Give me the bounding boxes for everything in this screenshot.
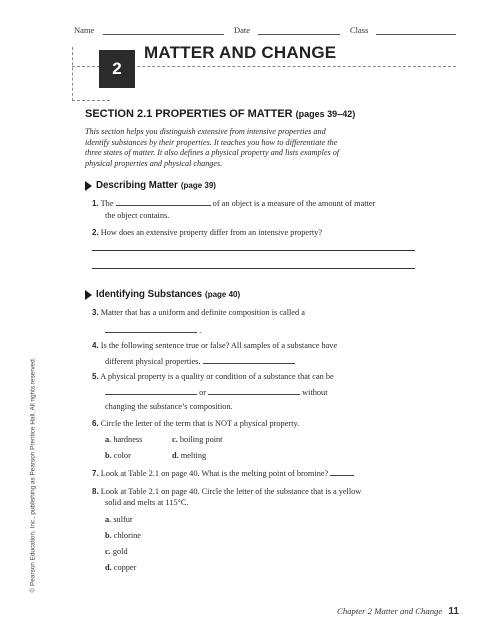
footer-text: Chapter 2 Matter and Change <box>337 606 443 616</box>
answer-blank[interactable] <box>105 324 197 333</box>
question-text: Look at Table 2.1 on page 40. What is the melting point of bromine? <box>100 469 329 478</box>
question-4 <box>92 341 337 352</box>
copyright-text: © Pearson Education, Inc., publishing as Pearson Prentice Hall. All rights reserved. <box>29 357 37 593</box>
subheading-text: Identifying Substances <box>96 289 203 300</box>
option-b[interactable] <box>105 451 131 462</box>
option-label: d. <box>172 451 179 460</box>
option-text: color <box>113 451 131 460</box>
answer-line[interactable] <box>92 268 415 269</box>
option-c[interactable] <box>172 435 222 446</box>
date-field[interactable] <box>258 34 340 35</box>
option-text: copper <box>113 563 137 572</box>
option-text: melting <box>180 451 207 460</box>
question-number: 5. <box>92 372 99 381</box>
question-number: 2. <box>92 228 99 237</box>
question-5-continued: changing the substance’s composition. <box>105 402 233 411</box>
question-text: The <box>100 199 114 208</box>
date-label: Date <box>234 25 251 35</box>
option-label: b. <box>105 531 112 540</box>
option-a[interactable] <box>105 435 142 446</box>
name-field[interactable] <box>103 34 224 35</box>
dashed-divider-short <box>72 100 110 101</box>
question-number: 4. <box>92 341 99 350</box>
question-4-continued <box>105 355 295 368</box>
question-number: 6. <box>92 419 99 428</box>
intro-line: identify substances by their properties. It teaches you how to differentiate the <box>85 137 338 147</box>
option-text: boiling point <box>179 435 223 444</box>
subheading-pages: (page 40) <box>205 290 241 299</box>
question-3-answer <box>105 324 201 337</box>
option-c[interactable] <box>105 547 128 558</box>
question-8 <box>92 487 361 498</box>
option-text: hardness <box>113 435 143 444</box>
option-label: c. <box>105 547 111 556</box>
question-text: How does an extensive property differ from an intensive property? <box>100 228 323 237</box>
option-text: gold <box>112 547 128 556</box>
option-label: d. <box>105 563 112 572</box>
intro-line: three states of matter. It also defines a physical property and lists examples of <box>85 148 340 158</box>
option-d[interactable] <box>105 563 136 574</box>
question-5-blanks <box>105 386 328 399</box>
question-number: 7. <box>92 469 99 478</box>
option-a[interactable] <box>105 515 133 526</box>
answer-blank[interactable] <box>203 355 295 364</box>
question-text: Matter that has a uniform and definite composition is called a <box>100 308 305 317</box>
triangle-bullet-icon <box>85 181 92 191</box>
option-text: sulfur <box>113 515 133 524</box>
question-7 <box>92 467 354 480</box>
option-d[interactable] <box>172 451 206 462</box>
question-text: A physical property is a quality or condition of a substance that can be <box>100 372 334 381</box>
question-1 <box>92 197 375 210</box>
answer-blank[interactable] <box>116 197 211 206</box>
answer-line[interactable] <box>92 250 415 251</box>
option-text: chlorine <box>113 531 141 540</box>
dashed-divider-vertical <box>72 47 73 101</box>
chapter-title: MATTER AND CHANGE <box>144 43 337 62</box>
question-number: 1. <box>92 199 99 208</box>
subheading-identifying-substances <box>85 289 240 300</box>
subheading-describing-matter <box>85 180 216 191</box>
name-label: Name <box>74 25 95 35</box>
page-footer <box>337 606 459 617</box>
option-label: b. <box>105 451 112 460</box>
subheading-pages: (page 39) <box>180 181 216 190</box>
option-label: a. <box>105 515 112 524</box>
question-number: 3. <box>92 308 99 317</box>
class-field[interactable] <box>376 34 456 35</box>
question-number: 8. <box>92 487 99 496</box>
answer-blank[interactable] <box>105 386 197 395</box>
question-text: Circle the letter of the term that is NOT a physical property. <box>100 419 300 428</box>
question-3 <box>92 308 305 319</box>
class-label: Class <box>350 25 369 35</box>
question-text: without <box>302 388 328 397</box>
question-1-continued: the object contains. <box>105 211 170 220</box>
option-b[interactable] <box>105 531 141 542</box>
question-8-continued: solid and melts at 115°C. <box>105 498 189 507</box>
question-text: of an object is a measure of the amount of matter <box>212 199 376 208</box>
section-pages: (pages 39–42) <box>295 109 356 119</box>
section-intro <box>85 127 415 169</box>
section-title <box>85 108 355 120</box>
intro-line: This section helps you distinguish extensive from intensive properties and <box>85 127 326 136</box>
subheading-text: Describing Matter <box>96 180 178 191</box>
page-number: 11 <box>448 606 459 617</box>
question-text: . <box>199 326 202 335</box>
question-text: different physical properties. <box>105 357 201 366</box>
section-title-text: SECTION 2.1 PROPERTIES OF MATTER <box>85 108 293 120</box>
question-2 <box>92 228 322 239</box>
question-text: or <box>199 388 206 397</box>
question-text: Is the following sentence true or false? All samples of a substance have <box>100 341 338 350</box>
option-label: a. <box>105 435 112 444</box>
question-5 <box>92 372 334 383</box>
question-6 <box>92 419 299 430</box>
triangle-bullet-icon <box>85 290 92 300</box>
intro-line: physical properties and physical changes. <box>85 158 223 168</box>
option-label: c. <box>172 435 178 444</box>
answer-blank[interactable] <box>208 386 300 395</box>
question-text: Look at Table 2.1 on page 40. Circle the letter of the substance that is a yellow <box>100 487 362 496</box>
chapter-number-badge: 2 <box>99 50 135 88</box>
answer-blank[interactable] <box>330 467 354 476</box>
